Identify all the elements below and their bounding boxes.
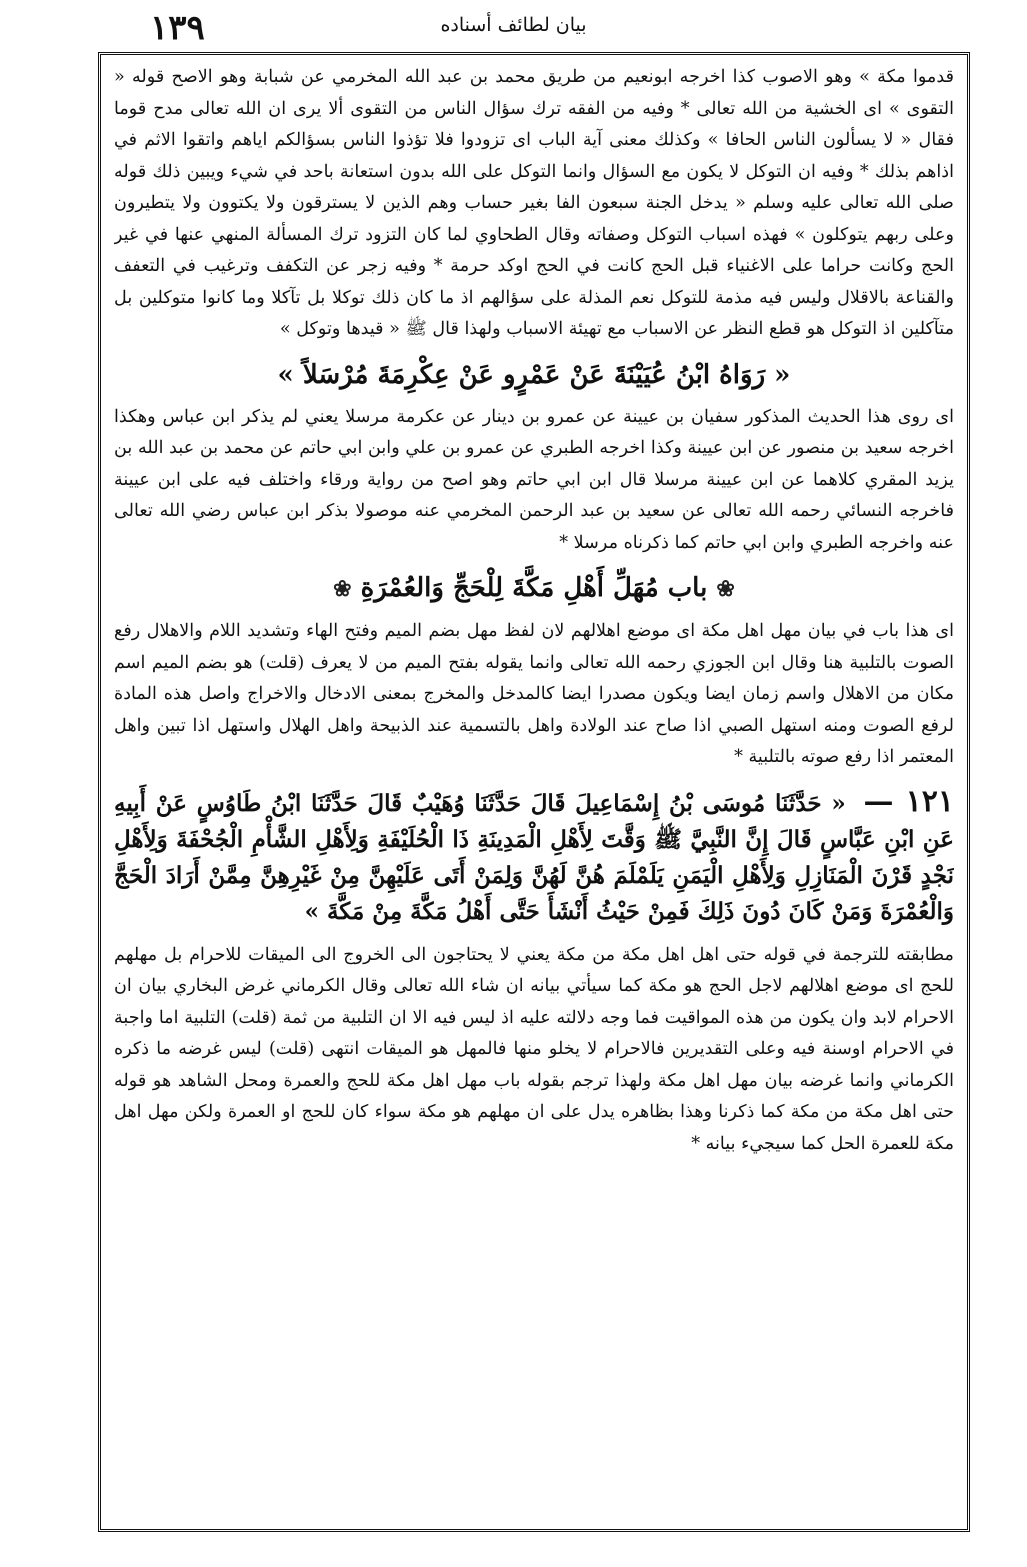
running-title: بيان لطائف أسناده — [440, 14, 587, 36]
ornament-right: ❀ — [716, 576, 735, 602]
main-text — [114, 62, 954, 1524]
chapter-title: باب مُهَلِّ أَهْلِ مَكَّةَ لِلْحَجِّ وَالعُمْرَةِ — [360, 573, 708, 603]
commentary-paragraph-2: اى روى هذا الحديث المذكور سفيان بن عيينة عن عمرو بن دينار عن عكرمة مرسلا يعني لم يذكر ابن عباس وهكذا اخرجه سعيد بن منصور عن ابن عيينة وكذا اخرجه الطبري عن عمرو بن علي وابن ابي حاتم عن محمد بن عبد الله بن يزيد المقري كلاهما عن ابن عيينة مرسلا قال ابن ابي حاتم وهو اصح من رواية ورقاء واختلف فيه على ابن عيينة فاخرجه النسائي رحمه الله تعالى عن سعيد بن عبد الرحمن المخرمي عنه موصولا بذكر ابن عباس رضي الله تعالى عنه واخرجه الطبري وابن ابي حاتم كما ذكرناه مرسلا * — [114, 406, 954, 553]
ornament-left: ❀ — [333, 576, 352, 602]
commentary-paragraph-1: قدموا مكة » وهو الاصوب كذا اخرجه ابونعيم من طريق محمد بن عبد الله المخرمي عن شبابة وهو الاصح قوله « التقوى » اى الخشية من الله تعالى * وفيه من الفقه ترك سؤال الناس من التقوى ألا يرى ان الله تعالى مدح قوما فقال « لا يسألون الناس الحافا » وكذلك معنى آية الباب اى تزودوا فلا تؤذوا الناس بسؤالكم اياهم واتقوا الاثم في اذاهم بذلك * وفيه ان التوكل لا يكون مع السؤال وانما التوكل على الله بدون استعانة باحد في شيء ويبين ذلك قوله صلى الله تعالى عليه وسلم « يدخل الجنة سبعون الفا بغير حساب وهم الذين لا يسترقون ولا يكتوون ولا يتطيرون وعلى ربهم يتوكلون » فهذه اسباب التوكل وصفاته وقال الطحاوي لما كان التزود ترك المسألة المنهي عنها في غير الحج وكانت حراما على الاغنياء قبل الحج كانت في الحج اوكد حرمة * وفيه زجر عن التكفف وترغيب في التعفف والقناعة بالاقلال وليس فيه مذمة للتوكل نعم المذلة على سؤالهم اذ ما كان ذلك توكلا بل تآكلا وما كانوا متوكلين بل متآكلين اذ التوكل هو قطع النظر عن الاسباب مع تهيئة الاسباب ولهذا قال ﷺ « قيدها وتوكل » — [114, 67, 954, 339]
chapter-heading — [114, 569, 954, 608]
hadith-number: ١٢١ — — [863, 783, 954, 819]
section-heading-narration: « رَوَاهُ ابْنُ عُيَيْنَةَ عَنْ عَمْرٍو عَنْ عِكْرِمَةَ مُرْسَلاً » — [277, 359, 791, 390]
hadith-text — [114, 784, 954, 930]
page-header — [0, 8, 1027, 54]
page-number: ١٣٩ — [150, 8, 205, 48]
commentary-paragraph-3: اى هذا باب في بيان مهل اهل مكة اى موضع اهلالهم لان لفظ مهل بضم الميم وفتح الهاء وتشديد اللام والاهلال رفع الصوت بالتلبية هنا وقال ابن الجوزي رحمه الله تعالى وانما يقوله بفتح الميم من لا يعرف (قلت) هو بضم الميم اسم مكان من الاهلال واسم زمان ايضا ويكون مصدرا ايضا كالمدخل والمخرج بمعنى الادخال والاخراج واصل هذه المادة لرفع الصوت ومنه استهل الصبي اذا صاح عند الولادة واهل بالتسمية عند الذبيحة واهل الهلال واستهل اذا تبين واهل المعتمر اذا رفع صوته بالتلبية * — [114, 621, 954, 767]
commentary-paragraph-4: مطابقته للترجمة في قوله حتى اهل اهل مكة من مكة يعني لا يحتاجون الى الخروج الى الميقات للاحرام بل مهلهم للحج اى موضع اهلالهم لاجل الحج هو مكة كما سيأتي بيانه ان شاء الله تعالى وقال الكرماني غرض البخاري بيان ان الاحرام لابد وان يكون من هذه المواقيت فما وجه دلالته عليه اذ ليس فيه الا ان التلبية من ثمة (قلت) التلبية اما واجبة في الاحرام اوسنة فيه وعلى التقديرين فالاحرام لا يخلو منها فالمهل هو الميقات انتهى (قلت) ليس غرضه ما ذكره الكرماني وانما غرضه بيان مهل اهل مكة ولهذا ترجم بقوله باب مهل اهل مكة للحج والعمرة ومحل الشاهد هو قوله حتى اهل مكة من مكة كما ذكرنا وهذا بظاهره يدل على ان مهلهم هو مكة سواء كان للحج او العمرة ولكن مهل اهل مكة للعمرة الحل كما سيجيء بيانه * — [114, 944, 954, 1154]
hadith-body: « حَدَّثَنَا مُوسَى بْنُ إِسْمَاعِيلَ قَالَ حَدَّثَنَا وُهَيْبٌ قَالَ حَدَّثَنَا ابْنُ طَاوُسٍ عَنْ أَبِيهِ عَنِ ابْنِ عَبَّاسٍ قَالَ إِنَّ النَّبِيَّ ﷺ وَقَّتَ لِأَهْلِ الْمَدِينَةِ ذَا الْحُلَيْفَةِ وَلِأَهْلِ الشَّأْمِ الْجُحْفَةَ وَلِأَهْلِ نَجْدٍ قَرْنَ الْمَنَازِلِ وَلِأَهْلِ الْيَمَنِ يَلَمْلَمَ هُنَّ لَهُنَّ وَلِمَنْ أَتَى عَلَيْهِنَّ مِنْ غَيْرِهِنَّ مِمَّنْ أَرَادَ الْحَجَّ وَالْعُمْرَةَ وَمَنْ كَانَ دُونَ ذَلِكَ فَمِنْ حَيْثُ أَنْشَأَ حَتَّى أَهْلُ مَكَّةَ مِنْ مَكَّةَ » — [114, 789, 954, 925]
